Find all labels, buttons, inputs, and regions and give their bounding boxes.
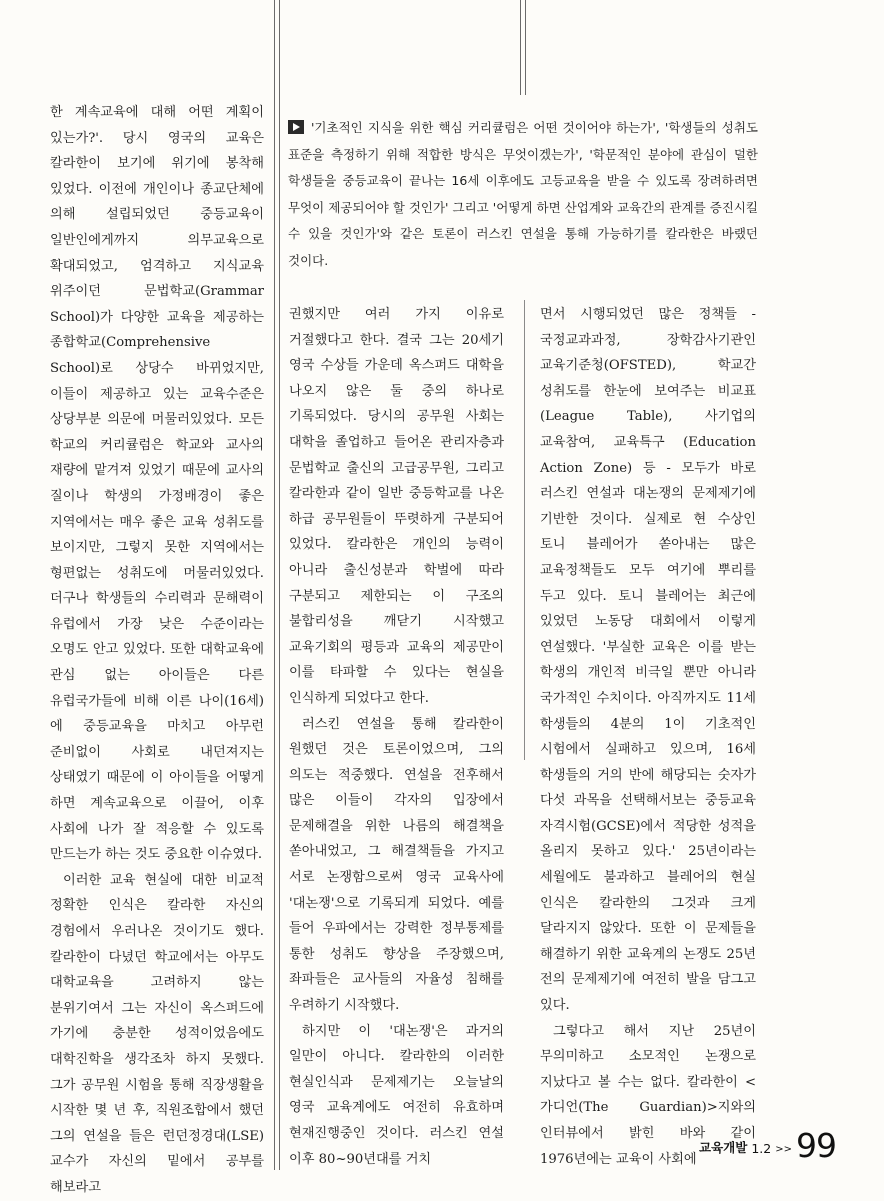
column-rule-left-a [274, 0, 275, 1170]
column-rule-middle [524, 300, 525, 760]
column3-paragraph-1: 면서 시행되었던 많은 정책들 - 국정교과과정, 장학감사기관인 교육기준청(OFSTED), 학교간 성취도를 한눈에 보여주는 비교표(League Table), 사기업의 교육참여, 교육특구 (Education Action Zone) 등 - 모두가 바로 러스킨 연설과 대논쟁의 문제제기에 기반한 것이다. 실제로 현 수상인 토니 블레어가 쏟아내는 많은 교육정책들도 모두 여기에 뿌리를 두고 있다. 토니 블레어는 최근에 있었던 노동당 대회에서 이렇게 연설했다. '부실한 교육은 이를 받는 학생의 개인적 비극일 뿐만 아니라 국가적인 수치이다. 아직까지도 11세 학생들의 4분의 1이 기초적인 시험에서 실패하고 있으며, 16세 학생들의 거의 반에 해당되는 숫자가 다섯 과목을 선택해서보는 중등교육 자격시험(GCSE)에서 적당한 성적을 올리지 못하고 있다.' 25년이라는 세월에도 불과하고 블레어의 현실 인식은 칼라한의 그것과 크게 달라지지 않았다. 또한 이 문제들을 해결하기 위한 교육계의 논쟁도 25년 전의 문제제기에 여전히 발을 담그고 있다. [540, 307, 756, 1014]
column1-paragraph-1: 한 계속교육에 대해 어떤 계획이 있는가?'. 당시 영국의 교육은 칼라한이 보기에 위기에 봉착해 있었다. 이전에 개인이나 종교단체에 의해 설립되었던 중등교육이 일반인에게까지 의무교육으로 확대되었고, 엄격하고 지식교육 위주이던 문법학교(Grammar School)가 다양한 교육을 제공하는 종합학교(Comprehensive School)로 상당수 바뀌었지만, 이들이 제공하고 있는 교육수준은 상당부분 의문에 머물러있었다. 모든 학교의 커리큘럼은 학교와 교사의 재량에 맡겨져 있었기 때문에 교사의 질이나 학생의 가정배경이 좋은 지역에서는 매우 좋은 교육 성취도를 보이지만, 그렇지 못한 지역에서는 형편없는 성취도에 머물러있었다. 더구나 학생들의 수리력과 문해력이 유럽에서 가장 낮은 수준이라는 오명도 안고 있었다. 또한 대학교육에 관심 없는 아이들은 다른 유럽국가들에 비해 이른 나이(16세)에 중등교육을 마치고 아무런 준비없이 사회로 내던져지는 상태였기 때문에 이 아이들을 어떻게 하면 계속교육으로 이끌어, 이후 사회에 나가 잘 적응할 수 있도록 만드는가 하는 것도 중요한 이슈였다. [50, 105, 264, 863]
pull-quote-text: '기초적인 지식을 위한 핵심 커리큘럼은 어떤 것이어야 하는가', '학생들의 성취도 표준을 측정하기 위해 적합한 방식은 무엇이겠는가', '학문적인 분야에 관심이 덜한 학생들을 중등교육이 끝나는 16세 이후에도 고등교육을 받을 수 있도록 장려하려면 무엇이 제공되어야 할 것인가' 그리고 '어떻게 하면 산업계와 교육간의 관계를 증진시킬 수 있을 것인가'와 같은 토론이 러스킨 연설을 통해 가능하기를 칼라한은 바랬던 것이다. [288, 120, 758, 268]
column3-paragraph-2: 그렇다고 해서 지난 25년이 무의미하고 소모적인 논쟁으로 지났다고 볼 수는 없다. 칼라한이 <가디언(The Guardian)>지와의 인터뷰에서 밝힌 바와 같이 1976년에는 교육이 사회에 [540, 1023, 756, 1167]
column2-paragraph-2: 러스킨 연설을 통해 칼라한이 원했던 것은 토론이었으며, 그의 의도는 적중했다. 연설을 전후해서 많은 이들이 각자의 입장에서 문제해결을 위한 나름의 해결책을 쏟아내었고, 그 해결책들을 가지고 서로 논쟁함으로써 영국 교육사에 '대논쟁'으로 기록되게 되었다. 예를 들어 우파에서는 강력한 정부통제를 통한 성취도 향상을 주장했으며, 좌파들은 교사들의 자율성 침해를 우려하기 시작했다. [289, 716, 504, 1014]
column-rule-right-a [520, 0, 521, 95]
play-arrow-icon [288, 120, 304, 134]
text-column-2 [289, 302, 504, 1172]
page-footer [699, 1124, 836, 1164]
pull-quote-callout [288, 115, 758, 274]
text-column-3 [540, 302, 756, 1172]
double-arrow-icon: >> [775, 1144, 792, 1155]
column-rule-left-b [279, 0, 280, 1170]
column2-paragraph-1: 권했지만 여러 가지 이유로 거절했다고 한다. 결국 그는 20세기 영국 수상들 가운데 옥스퍼드 대학을 나오지 않은 둘 중의 하나로 기록되었다. 당시의 공무원 사회는 대학을 졸업하고 들어온 관리자층과 문법학교 출신의 고급공무원, 그리고 칼라한과 같이 일반 중등학교를 나온 하급 공무원들이 뚜렷하게 구분되어 있었다. 칼라한은 개인의 능력이 아니라 출신성분과 학벌에 따라 구분되고 제한되는 이 구조의 불합리성을 깨닫기 시작했고 교육기회의 평등과 교육의 제공만이 이를 타파할 수 있다는 현실을 인식하게 되었다고 한다. [289, 307, 504, 706]
column-rule-right-b [525, 0, 526, 95]
magazine-name: 교육개발 [699, 1140, 748, 1155]
issue-volume: 1.2 [751, 1141, 772, 1156]
column1-paragraph-2: 이러한 교육 현실에 대한 비교적 정확한 인식은 칼라한 자신의 경험에서 우러나온 것이기도 했다. 칼라한이 다녔던 학교에서는 아무도 대학교육을 고려하지 않는 분위기여서 그는 자신이 옥스퍼드에 가기에 충분한 성적이었음에도 대학진학을 생각조차 하지 못했다. 그가 공무원 시험을 통해 직장생활을 시작한 몇 년 후, 직원조합에서 했던 그의 연설을 들은 런던정경대(LSE) 교수가 자신의 밑에서 공부를 해보라고 [50, 872, 264, 1195]
page-number: 99 [796, 1126, 836, 1165]
column2-paragraph-3: 하지만 이 '대논쟁'은 과거의 일만이 아니다. 칼라한의 이러한 현실인식과 문제제기는 오늘날의 영국 교육계에도 여전히 유효하며 현재진행중인 것이다. 러스킨 연설 이후 80~90년대를 거치 [289, 1023, 504, 1167]
text-column-1 [50, 100, 264, 1201]
